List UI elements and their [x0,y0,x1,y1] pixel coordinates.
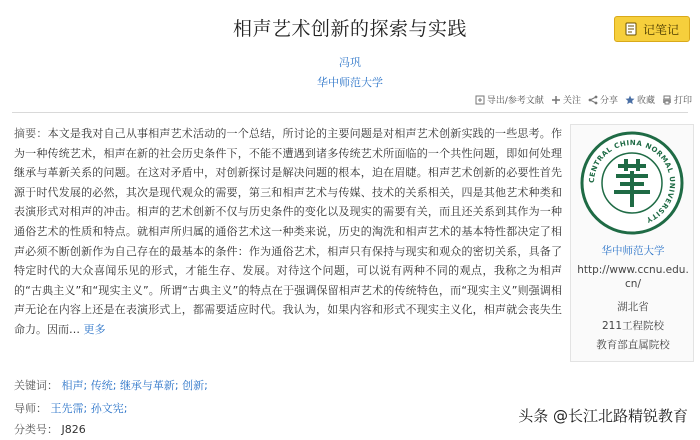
share-icon [588,95,598,105]
plus-icon [551,95,561,105]
university-seal-icon [580,131,684,235]
source-watermark: 头条 @长江北路精锐教育 [518,407,688,425]
keywords-label: 关键词： [14,379,58,392]
abstract-text: 本文是我对自己从事相声艺术活动的一个总结，所讨论的主要问题是对相声艺术创新实践的一些思考。作为一种传统艺术，相声在新的社会历史条件下，不能不遭遇到诸多传统艺术所面临的一个共性问题，即如何处理继承与革新关系的问题。在这对矛盾中，对创新探讨是解决问题的根本，迫在眉睫。相声艺术创新的必要性首先源于时代发展的必然，其次是现代观众的需要，第三和相声艺术与传媒、技术的关系相关，四是其他艺术种类和表演形式对相声的冲击。相声的艺术创新不仅与历史条件的变化以及现实的需要有关，而且还关系到其作为一种通俗艺术的性质和特点。就相声所归属的通俗艺术这一种类来说，历史的淘洗和相声艺术的基本特性都决定了相声必须不断创新作为自己存在的最基本的条件：作为通俗艺术，相声只有保持与现实和观众的密切关系，具备了特定时代的大众喜闻乐见的形式，才能生存、发展。对待这个问题，可以说有两种不同的观点，我称之为相声的“古典主义”和“现实主义”。所谓“古典主义”的特点在于强调保留相声艺术的传统特色，而“现实主义”则强调相声无论在内容上还是在表演形式上，都需要适应时代。我认为，如果内容和形式不现实主义化，相声就会丧失生命力。因而… [14,127,562,336]
institution-ministry: 教育部直属院校 [596,339,670,351]
print-button[interactable] [662,93,692,106]
institution-card [570,124,694,362]
advisor-label: 导师： [14,402,47,415]
institution-project: 211工程院校 [601,320,665,332]
classification-row [14,422,86,438]
follow-button[interactable] [551,93,581,106]
institution-link[interactable]: 华中师范大学 [317,76,383,89]
export-button[interactable] [475,93,544,106]
keyword-link[interactable]: 传统; [90,379,117,392]
favorite-label: 收藏 [636,96,655,106]
keyword-link[interactable]: 创新; [182,379,208,392]
classification-value: J826 [61,423,86,436]
star-icon [625,95,635,105]
keyword-link[interactable]: 相声; [61,379,88,392]
take-note-label: 记笔记 [642,22,679,37]
institution-name-link[interactable]: 华中师范大学 [601,245,665,257]
advisor-link[interactable]: 孙文宪; [90,402,128,415]
header-divider [12,112,688,113]
advisor-link[interactable]: 王先霈; [50,402,88,415]
export-label: 导出/参考文献 [486,96,544,106]
share-button[interactable] [588,93,618,106]
follow-label: 关注 [562,96,581,106]
abstract-block [14,124,562,340]
keywords-row [14,378,208,394]
institution-province: 湖北省 [617,301,649,313]
print-icon [662,95,672,105]
author-link[interactable]: 冯巩 [339,56,361,69]
favorite-button[interactable] [625,93,655,106]
notebook-icon [625,22,638,36]
share-label: 分享 [599,96,618,106]
advisor-row [14,401,127,417]
institution-url-link[interactable]: http://www.ccnu.edu.cn/ [577,264,689,290]
university-logo[interactable] [579,131,685,235]
export-icon [475,95,485,105]
article-toolbar [475,93,692,106]
classification-label: 分类号： [14,423,58,436]
print-label: 打印 [673,96,692,106]
svg-text:CENTRAL CHINA NORMAL UNIVERSIT: CENTRAL CHINA NORMAL UNIVERSITY [587,138,677,225]
page-title: 相声艺术创新的探索与实践 [232,18,467,40]
abstract-more-link[interactable]: 更多 [83,322,106,336]
abstract-label: 摘要： [14,127,48,140]
keyword-link[interactable]: 继承与革新; [119,379,179,392]
take-note-button[interactable] [614,16,690,42]
